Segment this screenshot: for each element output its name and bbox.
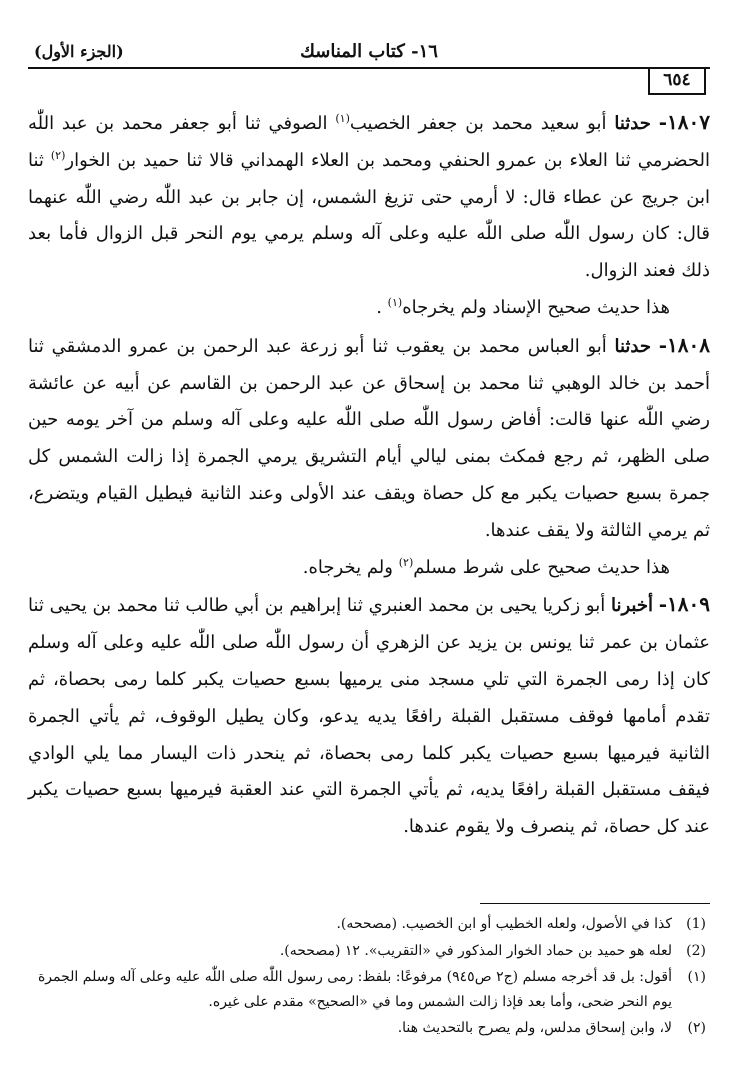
footnote-text: كذا في الأصول، ولعله الخطيب أو ابن الخصيب. (مصححه). [336, 916, 672, 932]
hadith-1809 [28, 586, 710, 846]
page-number: ٦٥٤ [648, 67, 706, 95]
page-header [28, 36, 710, 66]
grading-end: ولم يخرجاه. [302, 556, 393, 578]
footnote-text: لعله هو حميد بن حماد الخوار المذكور في «التقريب». ١٢ (مصححه). [279, 942, 672, 959]
hadith-lead: أخبرنا [610, 595, 653, 617]
header-rule [28, 67, 710, 69]
footnote-text: أقول: بل قد أخرجه مسلم (ج٢ ص٩٤٥) مرفوعًا: بلفظ: رمى رسول اللّٰه صلى اللّٰه عليه وعلى آله وسلم الجمرة يوم النحر ضحى، وأما بعد فإذا زالت الشمس وما في «الصحيح» مقدم على غيره. [37, 969, 672, 1010]
footnote-text: لا، وابن إسحاق مدلس، ولم يصرح بالتحديث هنا. [397, 1020, 672, 1036]
hadith-grading [28, 550, 710, 587]
hadith-grading [28, 290, 710, 327]
hadith-text: أبو العباس محمد بن يعقوب ثنا أبو زرعة عبد الرحمن بن عمرو الدمشقي ثنا أحمد بن خالد الوهبي ثنا محمد بن إسحاق عن عبد الرحمن بن القاسم عن أبيه عن عائشة رضي اللّٰه عنها قالت: أفاض رسول اللّٰه صلى اللّٰه عليه وعلى آله وسلم من آخر يومه حين صلى الظهر، ثم رجع فمكث بمنى ليالي أيام التشريق يرمي الجمرة إذا زالت الشمس كل جمرة بسبع حصيات يكبر مع كل حصاة ويقف عند الأولى وعند الثانية فيطيل القيام ويتضرع، ثم يرمي الثالثة ولا يقف عندها. [28, 335, 710, 541]
hadith-lead: حدثنا [614, 113, 651, 134]
hadith-1808 [28, 327, 710, 550]
footnote [28, 939, 710, 964]
hadith-number: ١٨٠٨- [658, 332, 710, 357]
hadith-1807 [28, 104, 710, 290]
footnote-ref: (١) [387, 295, 403, 309]
footnote [28, 965, 710, 1014]
hadith-text: الصوفي ثنا أبو جعفر محمد بن عبد اللّٰه الحضرمي ثنا العلاء بن عمرو الحنفي ومحمد بن العلاء الهمداني قالا ثنا حميد بن الخوار [28, 113, 710, 171]
footnotes [28, 912, 710, 1043]
hadith-number: ١٨٠٩- [658, 592, 710, 617]
hadith-number: ١٨٠٧- [658, 110, 710, 134]
grading-end: . [376, 296, 382, 318]
hadith-text: أبو سعيد محمد بن جعفر الخصيب [349, 113, 607, 134]
grading-text: هذا حديث صحيح الإسناد ولم يخرجاه [402, 296, 670, 318]
footnote-ref: (١) [335, 112, 350, 125]
volume-label: (الجزء الأول) [34, 42, 124, 61]
hadith-text: ثنا ابن جريج عن عطاء قال: لا أرمي حتى تزيغ الشمس، إن جابر بن عبد اللّٰه رضي اللّٰه عنهما قال: كان رسول اللّٰه صلى اللّٰه عليه وعلى آله وسلم يرمي يوم النحر قبل الزوال فأما بعد ذلك فعند الزوال. [28, 149, 710, 282]
footnote-ref: (٢) [50, 148, 66, 162]
footnote-ref: (٢) [398, 555, 414, 569]
footnote [28, 912, 710, 937]
book-page [28, 36, 710, 1046]
footnote-rule [480, 903, 710, 904]
hadith-text: أبو زكريا يحيى بن محمد العنبري ثنا إبراهيم بن أبي طالب ثنا محمد بن يحيى ثنا عثمان بن عمر ثنا يونس بن يزيد عن الزهري أن رسول اللّٰه صلى اللّٰه عليه وعلى آله وسلم كان إذا رمى الجمرة التي تلي مسجد منى يرميها بسبع حصيات يكبر كلما رمى بحصاة، ثم تقدم أمامها فوقف مستقبل القبلة رافعًا يديه يدعو، وكان يطيل الوقوف، ثم يأتي الجمرة الثانية فيرميها بسبع حصيات يكبر كلما رمى بحصاة، ثم ينحدر ذات اليسار مما يلي الوادي فيقف مستقبل القبلة رافعًا يديه، ثم يأتي الجمرة التي عند العقبة فيرميها بسبع حصيات يكبر عند كل حصاة، ثم ينصرف ولا يقوم عندها. [28, 595, 710, 838]
footnote [28, 1016, 710, 1041]
grading-text: هذا حديث صحيح على شرط مسلم [413, 556, 670, 578]
footnote-number: (2) [686, 942, 706, 959]
footnote-number: (١) [687, 969, 706, 985]
main-text [28, 104, 710, 846]
footnote-number: (٢) [687, 1020, 706, 1036]
chapter-title: ١٦- كتاب المناسك [300, 40, 438, 62]
hadith-lead: حدثنا [614, 335, 651, 357]
footnote-number: (1) [686, 916, 706, 932]
